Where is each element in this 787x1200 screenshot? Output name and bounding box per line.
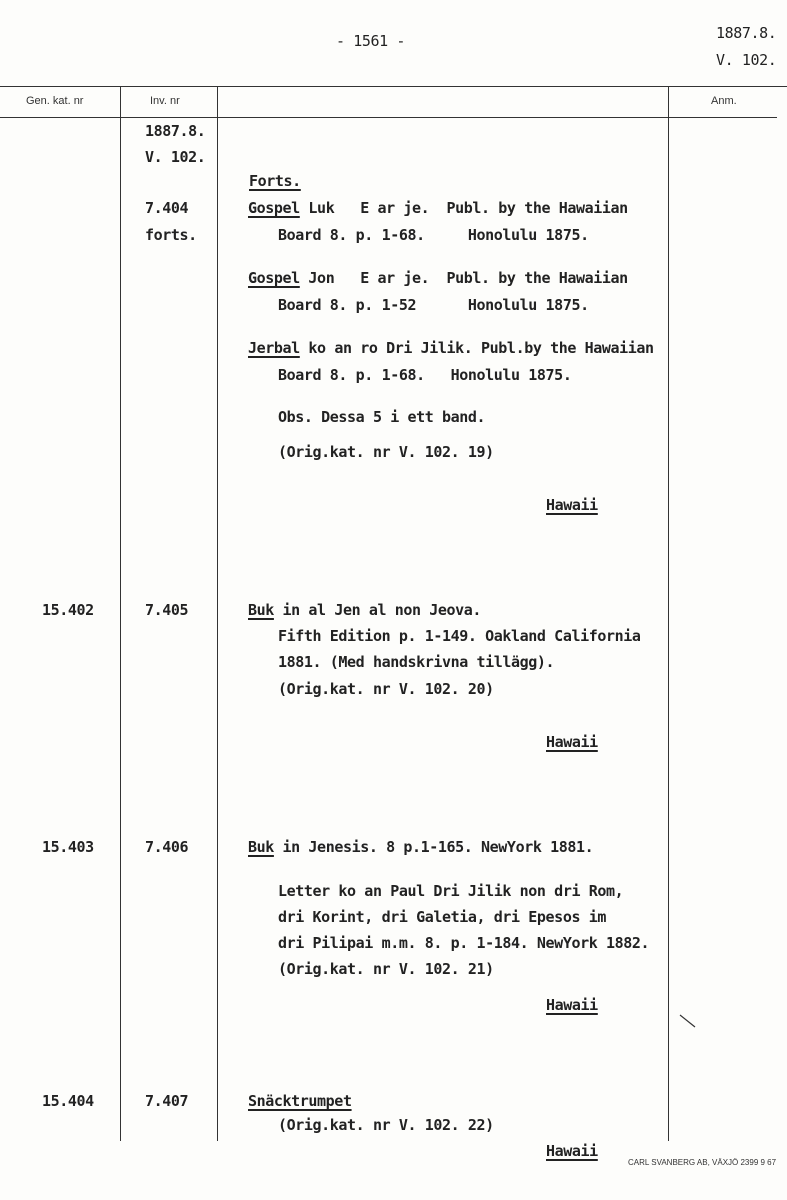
entry-line: Letter ko an Paul Dri Jilik non dri Rom,: [278, 882, 624, 900]
orig-kat-ref: (Orig.kat. nr V. 102. 22): [278, 1116, 494, 1134]
entry-line: Board 8. p. 1-52 Honolulu 1875.: [278, 296, 589, 314]
pen-mark-icon: [678, 1012, 698, 1030]
entry-line: [248, 269, 628, 287]
printer-mark: CARL SVANBERG AB, VÄXJÖ 2399 9 67: [628, 1158, 777, 1167]
place-label: Hawaii: [546, 496, 598, 514]
page-number: - 1561 -: [336, 32, 406, 50]
forts-label: Forts.: [249, 172, 301, 190]
entry-title: Gospel: [248, 199, 300, 217]
orig-kat-ref: (Orig.kat. nr V. 102. 20): [278, 680, 494, 698]
column-divider-2: [217, 86, 218, 1141]
entry-title: Snäcktrumpet: [248, 1092, 352, 1110]
entry-title: Buk: [248, 838, 274, 856]
inv-number: 7.405: [145, 601, 189, 619]
column-divider-1: [120, 86, 121, 1141]
entry-line: Board 8. p. 1-68. Honolulu 1875.: [278, 226, 589, 244]
entry-line: [248, 838, 593, 856]
header-inv: Inv. nr: [150, 95, 180, 107]
entry-title: Buk: [248, 601, 274, 619]
continued-ref-volume: V. 102.: [145, 148, 206, 166]
gen-kat-number: 15.402: [42, 601, 94, 619]
gen-kat-number: 15.403: [42, 838, 94, 856]
header-bottom-rule: [0, 117, 777, 118]
place-label: Hawaii: [546, 733, 598, 751]
entry-line: dri Korint, dri Galetia, dri Epesos im: [278, 908, 606, 926]
entry-line: 1881. (Med handskrivna tillägg).: [278, 653, 555, 671]
corner-ref-volume: V. 102.: [716, 51, 777, 69]
gen-kat-number: 15.404: [42, 1092, 94, 1110]
entry-text: ko an ro Dri Jilik. Publ.by the Hawaiian: [299, 339, 654, 357]
entry-title: Jerbal: [248, 339, 300, 357]
entry-line: Board 8. p. 1-68. Honolulu 1875.: [278, 366, 572, 384]
column-divider-3: [668, 86, 669, 1141]
inv-number: 7.407: [145, 1092, 189, 1110]
entry-title: Gospel: [248, 269, 300, 287]
entry-text: Jon E ar je. Publ. by the Hawaiian: [299, 269, 628, 287]
obs-note: Obs. Dessa 5 i ett band.: [278, 408, 486, 426]
entry-line: [248, 199, 628, 217]
entry-text: in Jenesis. 8 p.1-165. NewYork 1881.: [273, 838, 594, 856]
entry-text: Luk E ar je. Publ. by the Hawaiian: [299, 199, 628, 217]
place-label: Hawaii: [546, 1142, 598, 1160]
entry-text: in al Jen al non Jeova.: [273, 601, 482, 619]
entry-line: [248, 601, 481, 619]
place-label: Hawaii: [546, 996, 598, 1014]
orig-kat-ref: (Orig.kat. nr V. 102. 21): [278, 960, 494, 978]
header-gen-kat: Gen. kat. nr: [26, 95, 84, 107]
orig-kat-ref: (Orig.kat. nr V. 102. 19): [278, 443, 494, 461]
inv-number: 7.406: [145, 838, 189, 856]
corner-ref-year: 1887.8.: [716, 24, 777, 42]
inv-number: 7.404: [145, 199, 189, 217]
entry-line: dri Pilipai m.m. 8. p. 1-184. NewYork 1882.: [278, 934, 650, 952]
entry-line: Fifth Edition p. 1-149. Oakland California: [278, 627, 641, 645]
continued-ref-year: 1887.8.: [145, 122, 206, 140]
entry-line: [248, 339, 654, 357]
header-anm: Anm.: [711, 95, 737, 107]
inv-continued: forts.: [145, 226, 197, 244]
